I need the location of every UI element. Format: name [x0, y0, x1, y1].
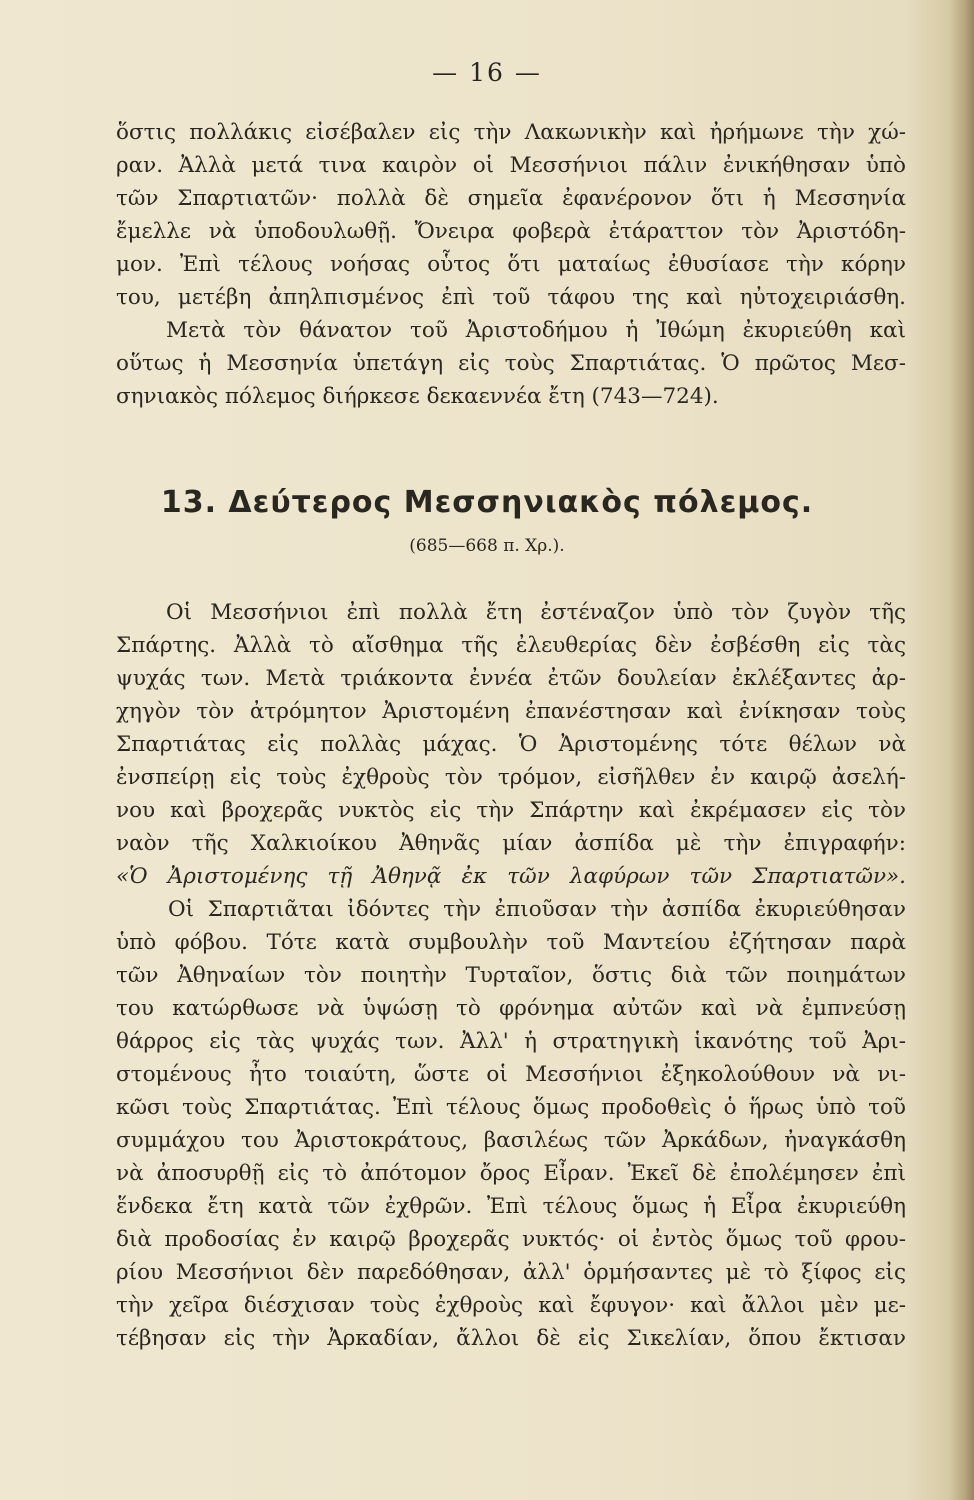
- text-line: ψυχάς των. Μετὰ τριάκοντα ἐννέα ἐτῶν δουλείαν ἐκλέξαντες ἀρ-: [116, 666, 906, 691]
- text-line: ναὸν τῆς Χαλκιοίκου Ἀθηνᾶς μίαν ἀσπίδα μὲ τὴν ἐπιγραφήν:: [116, 831, 906, 856]
- text-line: συμμάχου του Ἀριστοκράτους, βασιλέως τῶν Ἀρκάδων, ἠναγκάσθη: [116, 1128, 906, 1153]
- section-heading: 13. Δεύτερος Μεσσηνιακὸς πόλεμος.: [160, 485, 814, 520]
- text-line: τῶν Σπαρτιατῶν· πολλὰ δὲ σημεῖα ἐφανέρονον ὅτι ἡ Μεσσηνία: [116, 186, 906, 211]
- text-line: Οἱ Μεσσήνιοι ἐπὶ πολλὰ ἔτη ἐστέναζον ὑπὸ τὸν ζυγὸν τῆς: [166, 600, 906, 625]
- text-line: του, μετέβη ἀπηλπισμένος ἐπὶ τοῦ τάφου της καὶ ηὐτοχειριάσθη.: [116, 285, 906, 310]
- text-line: ὅστις πολλάκις εἰσέβαλεν εἰς τὴν Λακωνικὴν καὶ ἠρήμωνε τὴν χώ-: [116, 120, 906, 145]
- text-line: θάρρος εἰς τὰς ψυχάς των. Ἀλλ' ἡ στρατηγικὴ ἱκανότης τοῦ Ἀρι-: [116, 1029, 906, 1054]
- text-line: ὑπὸ φόβου. Τότε κατὰ συμβουλὴν τοῦ Μαντείου ἐζήτησαν παρὰ: [116, 930, 906, 955]
- text-line: ραν. Ἀλλὰ μετά τινα καιρὸν οἱ Μεσσήνιοι πάλιν ἐνικήθησαν ὑπὸ: [116, 153, 906, 178]
- page-number: — 16 —: [432, 58, 542, 87]
- page-edge-shadow: [950, 0, 974, 1500]
- paragraph-1: [116, 116, 906, 413]
- text-line: τὴν χεῖρα διέσχισαν τοὺς ἐχθροὺς καὶ ἔφυγον· καὶ ἄλλοι μὲν με-: [116, 1293, 906, 1318]
- text-line: διὰ προδοσίας ἐν καιρῷ βροχερᾶς νυκτός· οἱ ἐντὸς ὅμως τοῦ φρου-: [116, 1227, 906, 1252]
- text-line: νὰ ἀποσυρθῇ εἰς τὸ ἀπότομον ὄρος Εἶραν. Ἐκεῖ δὲ ἐπολέμησεν ἐπὶ: [116, 1161, 906, 1186]
- text-line: Σπάρτης. Ἀλλὰ τὸ αἴσθημα τῆς ἐλευθερίας δὲν ἐσβέσθη εἰς τὰς: [116, 633, 906, 658]
- text-line: ἕνδεκα ἔτη κατὰ τῶν ἐχθρῶν. Ἐπὶ τέλους ὅμως ἡ Εἶρα ἐκυριεύθη: [116, 1194, 906, 1219]
- paragraph-3: [116, 893, 906, 1355]
- text-line: μον. Ἐπὶ τέλους νοήσας οὗτος ὅτι ματαίως ἐθυσίασε τὴν κόρην: [116, 252, 906, 277]
- text-line: του κατώρθωσε νὰ ὑψώσῃ τὸ φρόνημα αὐτῶν καὶ νὰ ἐμπνεύσῃ: [116, 996, 906, 1021]
- text-line: Σπαρτιάτας εἰς πολλὰς μάχας. Ὁ Ἀριστομένης τότε θέλων νὰ: [116, 732, 906, 757]
- section-dates: (685—668 π. Χρ.).: [409, 536, 565, 556]
- text-line: Μετὰ τὸν θάνατον τοῦ Ἀριστοδήμου ἡ Ἰθώμη ἐκυριεύθη καὶ: [166, 318, 906, 343]
- text-line: ρίου Μεσσήνιοι δὲν παρεδόθησαν, ἀλλ' ὁρμήσαντες μὲ τὸ ξίφος εἰς: [116, 1260, 906, 1285]
- text-line: ἐνσπείρῃ εἰς τοὺς ἐχθροὺς τὸν τρόμον, εἰσῆλθεν ἐν καιρῷ ἀσελή-: [116, 765, 906, 790]
- text-line: νου καὶ βροχερᾶς νυκτὸς εἰς τὴν Σπάρτην καὶ ἐκρέμασεν εἰς τὸν: [116, 798, 906, 823]
- text-line: χηγὸν τὸν ἀτρόμητον Ἀριστομένη ἐπανέστησαν καὶ ἐνίκησαν τοὺς: [116, 699, 906, 724]
- text-line: Οἱ Σπαρτιᾶται ἰδόντες τὴν ἐπιοῦσαν τὴν ἀσπίδα ἐκυριεύθησαν: [168, 897, 906, 922]
- text-line: σηνιακὸς πόλεμος διήρκεσε δεκαεννέα ἔτη (743—724).: [116, 384, 719, 409]
- paragraph-2: [116, 596, 906, 893]
- text-line: τῶν Ἀθηναίων τὸν ποιητὴν Τυρταῖον, ὅστις διὰ τῶν ποιημάτων: [116, 963, 906, 988]
- inscription-quote: «Ὁ Ἀριστομένης τῇ Ἀθηνᾷ ἐκ τῶν λαφύρων τῶν Σπαρτιατῶν».: [116, 864, 906, 889]
- text-line: ἔμελλε νὰ ὑποδουλωθῇ. Ὄνειρα φοβερὰ ἐτάραττον τὸν Ἀριστόδη-: [116, 219, 906, 244]
- text-line: τέβησαν εἰς τὴν Ἀρκαδίαν, ἄλλοι δὲ εἰς Σικελίαν, ὅπου ἔκτισαν: [116, 1326, 906, 1351]
- text-line: στομένους ἦτο τοιαύτη, ὥστε οἱ Μεσσήνιοι ἐξηκολούθουν νὰ νι-: [116, 1062, 906, 1087]
- text-line: κῶσι τοὺς Σπαρτιάτας. Ἐπὶ τέλους ὅμως προδοθεὶς ὁ ἥρως ὑπὸ τοῦ: [116, 1095, 906, 1120]
- text-line: οὕτως ἡ Μεσσηνία ὑπετάγη εἰς τοὺς Σπαρτιάτας. Ὁ πρῶτος Μεσ-: [116, 351, 906, 376]
